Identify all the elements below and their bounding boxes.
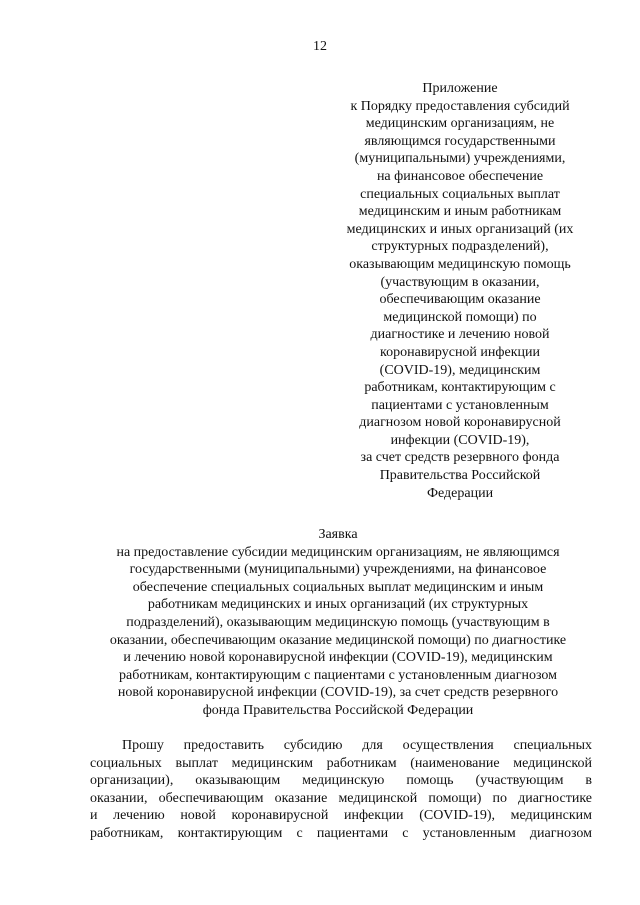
appendix-line: на финансовое обеспечение [376,168,544,184]
application-subtitle-line: работникам медицинских и иных организаций (их структурных [147,597,529,613]
application-heading [88,526,588,720]
body-line: организации), оказывающим медицинскую помощь (участвующим в [90,773,592,789]
application-subtitle-line: новой коронавирусной инфекции (COVID-19), за счет средств резервного [117,685,559,701]
appendix-line: Приложение [422,81,498,96]
appendix-line: являющимся государственными [364,133,556,149]
application-subtitle-line: фонда Правительства Российской Федерации [202,702,474,718]
body-line: социальных выплат медицинским работникам (наименование медицинской [90,755,592,771]
appendix-line: коронавирусной инфекции [380,344,540,360]
appendix-line: медицинским организациям, не [365,116,555,132]
page-number: 12 [313,39,327,54]
body-line: Прошу предоставить субсидию для осуществления специальных [122,738,592,753]
body-paragraph [90,737,592,843]
application-subtitle-line: и лечению новой коронавирусной инфекции (COVID-19), медицинским [123,650,553,666]
application-subtitle-line: обеспечение специальных социальных выплат медицинским и иным [132,579,544,595]
application-subtitle-line: оказании, обеспечивающим оказание медицинской помощи) по диагностике [109,632,567,648]
appendix-line: медицинских и иных организаций (их [346,221,574,237]
appendix-line: (муниципальными) учреждениями, [354,151,566,167]
application-title: Заявка [318,527,358,542]
application-subtitle-line: подразделений), оказывающим медицинскую помощь (участвующим в [126,614,550,630]
appendix-header [330,80,590,502]
body-line: и лечению новой коронавирусной инфекции (COVID-19), медицинским [90,808,592,824]
body-line: работникам, контактирующим с пациентами с установленным диагнозом [90,825,592,841]
body-line: оказании, обеспечивающим оказание медицинской помощи) по диагностике [90,790,592,806]
appendix-line: к Порядку предоставления субсидий [350,98,570,114]
appendix-line: (участвующим в оказании, [380,274,540,290]
appendix-line: инфекции (COVID-19), [390,432,530,448]
appendix-line: работникам, контактирующим с [364,380,556,396]
appendix-line: Федерации [426,485,494,501]
appendix-line: (COVID-19), медицинским [379,362,541,378]
application-subtitle-line: государственными (муниципальными) учреждениями, на финансовое [129,562,547,578]
appendix-line: оказывающим медицинскую помощь [349,256,571,272]
appendix-line: структурных подразделений), [371,239,549,255]
appendix-line: диагнозом новой коронавирусной [359,415,561,431]
application-subtitle-line: на предоставление субсидии медицинским организациям, не являющимся [116,544,560,560]
appendix-line: пациентами с установленным [371,397,549,413]
appendix-line: обеспечивающим оказание [379,292,541,308]
appendix-line: Правительства Российской [379,468,541,484]
application-subtitle-line: работникам, контактирующим с пациентами с установленным диагнозом [118,667,557,683]
appendix-line: диагностике и лечению новой [370,327,550,343]
appendix-line: медицинским и иным работникам [358,204,562,220]
appendix-line: за счет средств резервного фонда [360,450,560,466]
appendix-line: медицинской помощи) по [383,309,537,325]
appendix-line: специальных социальных выплат [360,186,560,202]
